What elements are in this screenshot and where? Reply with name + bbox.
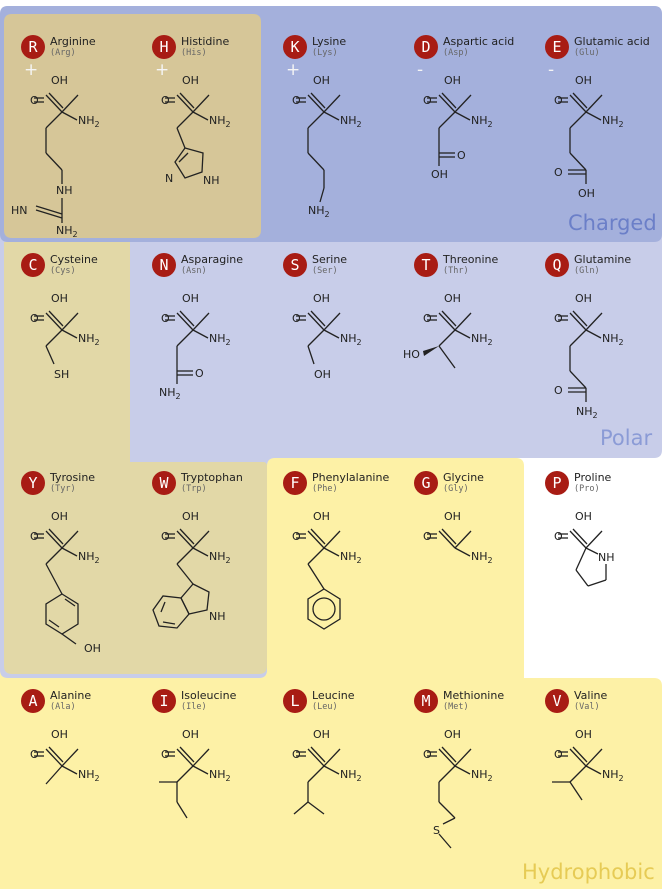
- structure-arginine: [6, 8, 136, 239]
- structure-leucine: [268, 662, 398, 878]
- badge-h: H: [152, 35, 176, 59]
- abbr-cysteine: (Cys): [50, 266, 76, 276]
- abbr-leucine: (Leu): [312, 702, 338, 712]
- abbr-glutamine: (Gln): [574, 266, 600, 276]
- oh-label: OH: [575, 292, 592, 305]
- badge-i: I: [152, 689, 176, 713]
- o-label: O: [423, 748, 432, 761]
- o-label: O: [423, 312, 432, 325]
- oh-label: OH: [444, 510, 461, 523]
- nh2-label: $NH_2$: [209, 768, 231, 783]
- badge-s: S: [283, 253, 307, 277]
- oh-label: OH: [51, 292, 68, 305]
- structure-cysteine: [6, 226, 136, 442]
- nh2-label: $NH_2$: [340, 550, 362, 565]
- structure-tyrosine: [6, 444, 136, 660]
- charge-arginine: +: [24, 60, 39, 80]
- name-asparagine: Asparagine: [181, 253, 244, 266]
- badge-a: A: [21, 689, 45, 713]
- oh-label: OH: [444, 728, 461, 741]
- abbr-valine: (Val): [574, 702, 600, 712]
- nh2-label: $NH_2$: [471, 768, 493, 783]
- amino-acid-histidine: [137, 8, 267, 224]
- amino-acid-arginine: [6, 8, 136, 239]
- badge-g: G: [414, 471, 438, 495]
- abbr-tryptophan: (Trp): [181, 484, 207, 494]
- charge-histidine: +: [155, 60, 170, 80]
- amino-acid-threonine: [399, 226, 529, 442]
- badge-c: C: [21, 253, 45, 277]
- structure-tryptophan: [137, 444, 267, 660]
- nh2-label: $NH_2$: [209, 550, 231, 565]
- amino-acid-glutamine: [530, 226, 660, 442]
- o-label-2: O: [195, 367, 204, 380]
- oh-label-2: OH: [84, 642, 101, 655]
- o-label: O: [292, 312, 301, 325]
- oh-label-2: OH: [431, 168, 448, 181]
- name-histidine: Histidine: [181, 35, 230, 48]
- structure-glutamine: [530, 226, 660, 442]
- o-label: O: [161, 748, 170, 761]
- abbr-proline: (Pro): [574, 484, 600, 494]
- amino-acid-phenylalanine: [268, 444, 398, 660]
- nh2-label: $NH_2$: [78, 768, 100, 783]
- o-label: O: [161, 312, 170, 325]
- name-alanine: Alanine: [50, 689, 92, 702]
- structure-histidine: [137, 8, 267, 224]
- nh2-label: $NH_2$: [602, 114, 624, 129]
- name-glutamine: Glutamine: [574, 253, 632, 266]
- o-label-2: O: [457, 149, 466, 162]
- s-label: S: [433, 824, 440, 837]
- oh-label: OH: [182, 292, 199, 305]
- name-glycine: Glycine: [443, 471, 484, 484]
- badge-k: K: [283, 35, 307, 59]
- amino-acid-proline: [530, 444, 660, 660]
- name-leucine: Leucine: [312, 689, 355, 702]
- o-label: O: [423, 530, 432, 543]
- ho-label: HO: [403, 348, 420, 361]
- o-label: O: [554, 748, 563, 761]
- structure-glutamic-acid: [530, 8, 660, 224]
- amino-acid-glutamic-acid: [530, 8, 660, 224]
- nh2-label: $NH_2$: [471, 550, 493, 565]
- abbr-glycine: (Gly): [443, 484, 469, 494]
- structure-serine: [268, 226, 398, 442]
- oh-label: OH: [313, 728, 330, 741]
- oh-label-2: OH: [578, 187, 595, 200]
- oh-label: OH: [444, 74, 461, 87]
- badge-m: M: [414, 689, 438, 713]
- charge-aspartic-acid: -: [417, 60, 424, 80]
- o-label-2: O: [554, 384, 563, 397]
- amino-acid-glycine: [399, 444, 529, 660]
- o-label: O: [30, 94, 39, 107]
- n-label: N: [165, 172, 174, 185]
- nh2-label: $NH_2$: [78, 332, 100, 347]
- nh2-label-2: $NH_2$: [159, 386, 181, 401]
- o-label-2: O: [554, 166, 563, 179]
- sh-label: SH: [54, 368, 70, 381]
- nh-label: NH: [209, 610, 226, 623]
- nh-label: NH: [598, 551, 615, 564]
- nh-label: NH: [203, 174, 220, 187]
- name-isoleucine: Isoleucine: [181, 689, 237, 702]
- structure-asparagine: [137, 226, 267, 442]
- name-tyrosine: Tyrosine: [50, 471, 96, 484]
- nh2-label: $NH_2$: [340, 114, 362, 129]
- structure-proline: [530, 444, 660, 660]
- amino-acid-lysine: [268, 8, 398, 224]
- structure-alanine: [6, 662, 136, 878]
- amino-acid-serine: [268, 226, 398, 442]
- oh-label: OH: [182, 510, 199, 523]
- structure-phenylalanine: [268, 444, 398, 660]
- o-label: O: [554, 94, 563, 107]
- name-phenylalanine: Phenylalanine: [312, 471, 390, 484]
- amino-acid-methionine: [399, 662, 529, 878]
- name-aspartic-acid: Aspartic acid: [443, 35, 515, 48]
- abbr-lysine: (Lys): [312, 48, 338, 58]
- badge-r: R: [21, 35, 45, 59]
- charged-label: Charged: [568, 211, 657, 235]
- o-label: O: [292, 530, 301, 543]
- structure-threonine: [399, 226, 529, 442]
- nh-label: NH: [56, 184, 73, 197]
- abbr-methionine: (Met): [443, 702, 469, 712]
- oh-label: OH: [444, 292, 461, 305]
- amino-acid-cysteine: [6, 226, 136, 442]
- badge-d: D: [414, 35, 438, 59]
- amino-acid-aspartic-acid: [399, 8, 529, 224]
- name-methionine: Methionine: [443, 689, 505, 702]
- o-label: O: [30, 530, 39, 543]
- o-label: O: [30, 312, 39, 325]
- abbr-glutamic-acid: (Glu): [574, 48, 600, 58]
- name-valine: Valine: [574, 689, 608, 702]
- abbr-threonine: (Thr): [443, 266, 469, 276]
- structure-valine: [530, 662, 660, 878]
- abbr-arginine: (Arg): [50, 48, 76, 58]
- o-label: O: [423, 94, 432, 107]
- badge-v: V: [545, 689, 569, 713]
- nh2-label-2: $NH_2$: [56, 224, 78, 239]
- nh2-label: $NH_2$: [209, 332, 231, 347]
- charge-glutamic-acid: -: [548, 60, 555, 80]
- abbr-isoleucine: (Ile): [181, 702, 207, 712]
- hydrophobic-label: Hydrophobic: [522, 860, 655, 884]
- structure-glycine: [399, 444, 529, 660]
- amino-acid-asparagine: [137, 226, 267, 442]
- oh-label: OH: [575, 728, 592, 741]
- name-tryptophan: Tryptophan: [181, 471, 243, 484]
- o-label: O: [554, 530, 563, 543]
- hn-label: HN: [11, 204, 28, 217]
- badge-e: E: [545, 35, 569, 59]
- polar-label: Polar: [600, 426, 653, 450]
- o-label: O: [161, 94, 170, 107]
- o-label: O: [30, 748, 39, 761]
- nh2-label: $NH_2$: [602, 768, 624, 783]
- nh2-label-2: $NH_2$: [576, 405, 598, 420]
- charge-lysine: +: [286, 60, 301, 80]
- nh2-label: $NH_2$: [471, 114, 493, 129]
- oh-label: OH: [182, 728, 199, 741]
- nh2-label-2: $NH_2$: [308, 204, 330, 219]
- amino-acid-alanine: [6, 662, 136, 878]
- structure-methionine: [399, 662, 529, 878]
- oh-label: OH: [313, 74, 330, 87]
- abbr-asparagine: (Asn): [181, 266, 207, 276]
- oh-label: OH: [182, 74, 199, 87]
- structure-aspartic-acid: [399, 8, 529, 224]
- badge-w: W: [152, 471, 176, 495]
- o-label: O: [292, 94, 301, 107]
- badge-n: N: [152, 253, 176, 277]
- oh-label-2: OH: [314, 368, 331, 381]
- badge-f: F: [283, 471, 307, 495]
- oh-label: OH: [575, 510, 592, 523]
- amino-acid-isoleucine: [137, 662, 267, 878]
- structure-lysine: [268, 8, 398, 224]
- amino-acid-tyrosine: [6, 444, 136, 660]
- badge-p: P: [545, 471, 569, 495]
- name-threonine: Threonine: [443, 253, 499, 266]
- o-label: O: [292, 748, 301, 761]
- oh-label: OH: [51, 74, 68, 87]
- badge-t: T: [414, 253, 438, 277]
- name-lysine: Lysine: [312, 35, 347, 48]
- badge-y: Y: [21, 471, 45, 495]
- nh2-label: $NH_2$: [209, 114, 231, 129]
- name-cysteine: Cysteine: [50, 253, 98, 266]
- name-glutamic-acid: Glutamic acid: [574, 35, 650, 48]
- oh-label: OH: [51, 510, 68, 523]
- amino-acid-tryptophan: [137, 444, 267, 660]
- nh2-label: $NH_2$: [340, 332, 362, 347]
- badge-l: L: [283, 689, 307, 713]
- nh2-label: $NH_2$: [78, 550, 100, 565]
- structure-isoleucine: [137, 662, 267, 878]
- abbr-histidine: (His): [181, 48, 207, 58]
- name-proline: Proline: [574, 471, 612, 484]
- oh-label: OH: [575, 74, 592, 87]
- badge-q: Q: [545, 253, 569, 277]
- o-label: O: [161, 530, 170, 543]
- o-label: O: [554, 312, 563, 325]
- abbr-serine: (Ser): [312, 266, 338, 276]
- amino-acid-valine: [530, 662, 660, 878]
- oh-label: OH: [313, 510, 330, 523]
- nh2-label: $NH_2$: [602, 332, 624, 347]
- abbr-aspartic-acid: (Asp): [443, 48, 469, 58]
- abbr-alanine: (Ala): [50, 702, 76, 712]
- abbr-phenylalanine: (Phe): [312, 484, 338, 494]
- amino-acid-leucine: [268, 662, 398, 878]
- abbr-tyrosine: (Tyr): [50, 484, 76, 494]
- nh2-label: $NH_2$: [340, 768, 362, 783]
- oh-label: OH: [313, 292, 330, 305]
- oh-label: OH: [51, 728, 68, 741]
- name-serine: Serine: [312, 253, 348, 266]
- nh2-label: $NH_2$: [78, 114, 100, 129]
- name-arginine: Arginine: [50, 35, 96, 48]
- nh2-label: $NH_2$: [471, 332, 493, 347]
